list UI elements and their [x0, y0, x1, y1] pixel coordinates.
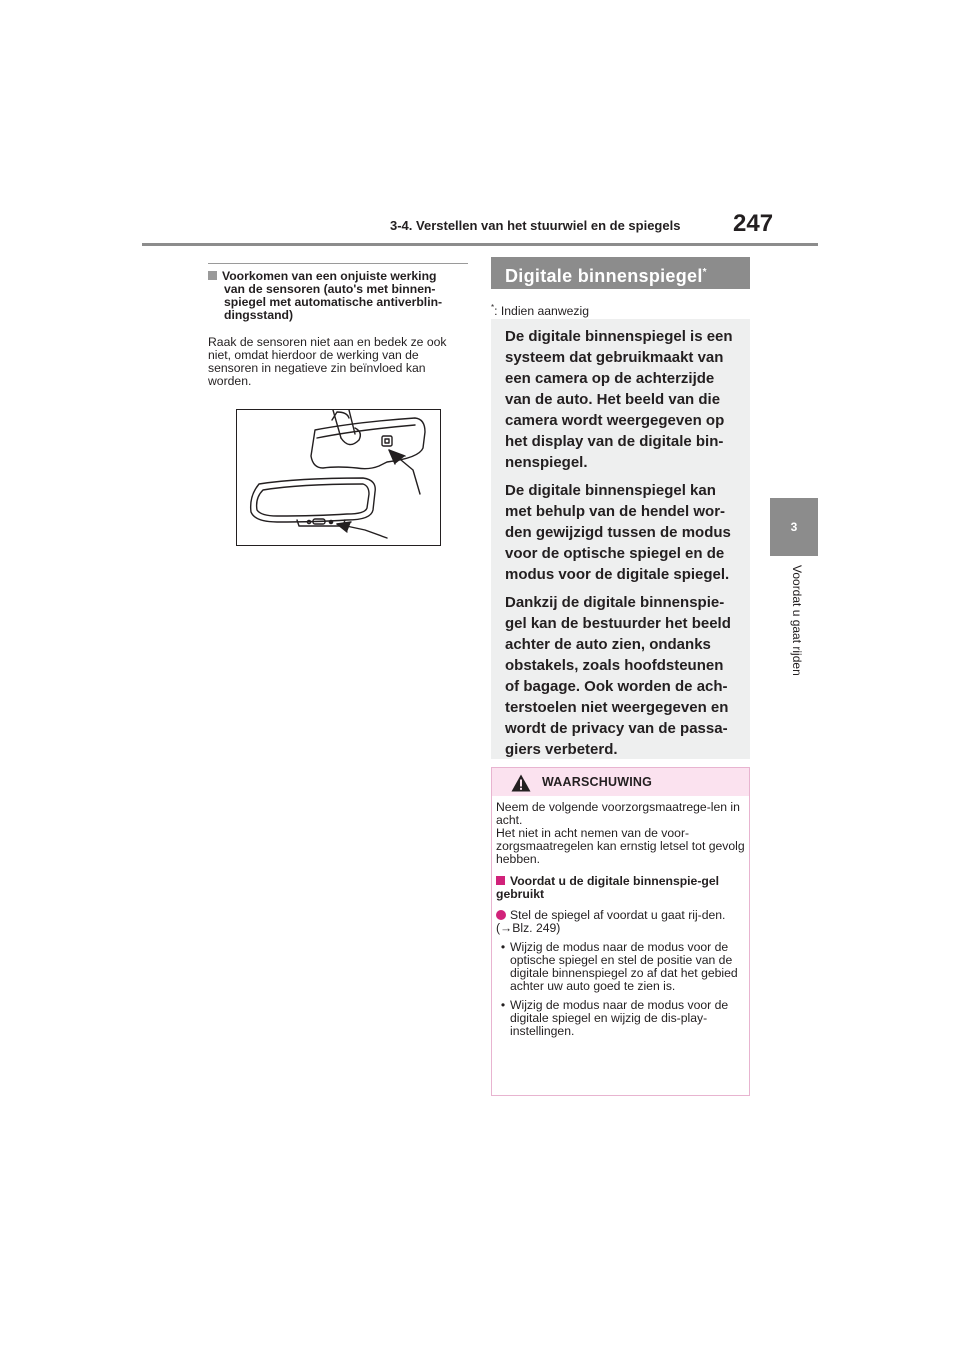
warning-bullet — [496, 999, 746, 1038]
warning-content — [496, 801, 746, 1038]
left-subheading-rest: van de sensoren (auto's met binnen-spiegel met automatische antiverblin-dingsstand) — [224, 282, 443, 322]
gray-square-icon — [208, 271, 217, 280]
warning-bullet-text: Wijzig de modus naar de modus voor de optische spiegel en stel de positie van de digitale binnenspiegel zo af dat het gebied achter uw auto goed te zien is. — [510, 940, 738, 993]
intro-box — [491, 319, 750, 759]
intro-paragraph: Dankzij de digitale binnenspie-gel kan de bestuurder het beeld achter de auto zien, ondanks obstakels, zoals hoofdsteunen of bagage. Ook worden de ach-terstoelen niet weergegeven en wordt de privacy van de passa-giers verbeterd. — [505, 594, 731, 758]
footnote — [491, 303, 589, 318]
warning-subheading-text: Voordat u de digitale binnenspie-gel gebruikt — [496, 874, 720, 901]
section-divider — [208, 263, 468, 264]
chapter-tab-label: Voordat u gaat rijden — [790, 565, 804, 676]
footnote-text: : Indien aanwezig — [494, 304, 589, 319]
chapter-tab-number: 3 — [790, 520, 798, 534]
pink-square-icon — [496, 876, 505, 885]
warning-subheading — [496, 875, 746, 901]
section-title — [491, 257, 750, 289]
mirror-sensor-drawing — [237, 410, 440, 545]
warning-intro: Het niet in acht nemen van de voor-zorgsmaatregelen kan ernstig letsel tot gevolg hebben. — [496, 826, 745, 866]
warning-point-text: Stel de spiegel af voordat u gaat rij-den. (→Blz. 249) — [496, 908, 726, 935]
section-title-text: Digitale binnenspiegel — [505, 266, 703, 286]
pink-dot-icon — [496, 910, 506, 920]
warning-title: WAARSCHUWING — [542, 775, 653, 789]
warning-box — [491, 767, 750, 1096]
header-rule — [142, 243, 818, 246]
left-subheading-line1: Voorkomen van een onjuiste werking — [222, 269, 437, 283]
warning-triangle-icon — [511, 774, 531, 792]
bullet-icon: • — [500, 940, 506, 954]
intro-paragraph: De digitale binnenspiegel kan met behulp van de hendel wor-den gewijzigd tussen de modus voor de optische spiegel en de modus voor de digitale spiegel. — [505, 482, 731, 583]
warning-intro: Neem de volgende voorzorgsmaatrege-len in acht. — [496, 800, 740, 827]
section-title-asterisk: * — [702, 267, 707, 278]
warning-bullet — [496, 941, 746, 993]
left-body-text: Raak de sensoren niet aan en bedek ze ook niet, omdat hierdoor de werking van de sensoren in negatieve zin beïnvloed kan worden. — [208, 335, 447, 388]
bullet-icon: • — [500, 998, 506, 1012]
warning-point — [496, 909, 746, 935]
warning-bullet-text: Wijzig de modus naar de modus voor de digitale spiegel en wijzig de dis-play-instellingen. — [510, 998, 729, 1038]
mirror-sensor-illustration — [236, 409, 441, 546]
page-number: 247 — [733, 210, 774, 237]
intro-paragraph: De digitale binnenspiegel is een systeem dat gebruikmaakt van een camera op de achterzijde van de auto. Het beeld van die camera wordt weergegeven op het display van de digitale bin-nenspiegel. — [505, 328, 733, 471]
warning-header — [492, 768, 749, 796]
left-subheading — [208, 270, 470, 322]
footnote-asterisk: * — [491, 303, 495, 312]
chapter-title: 3-4. Verstellen van het stuurwiel en de spiegels — [390, 218, 681, 233]
chapter-tab[interactable] — [770, 498, 818, 556]
